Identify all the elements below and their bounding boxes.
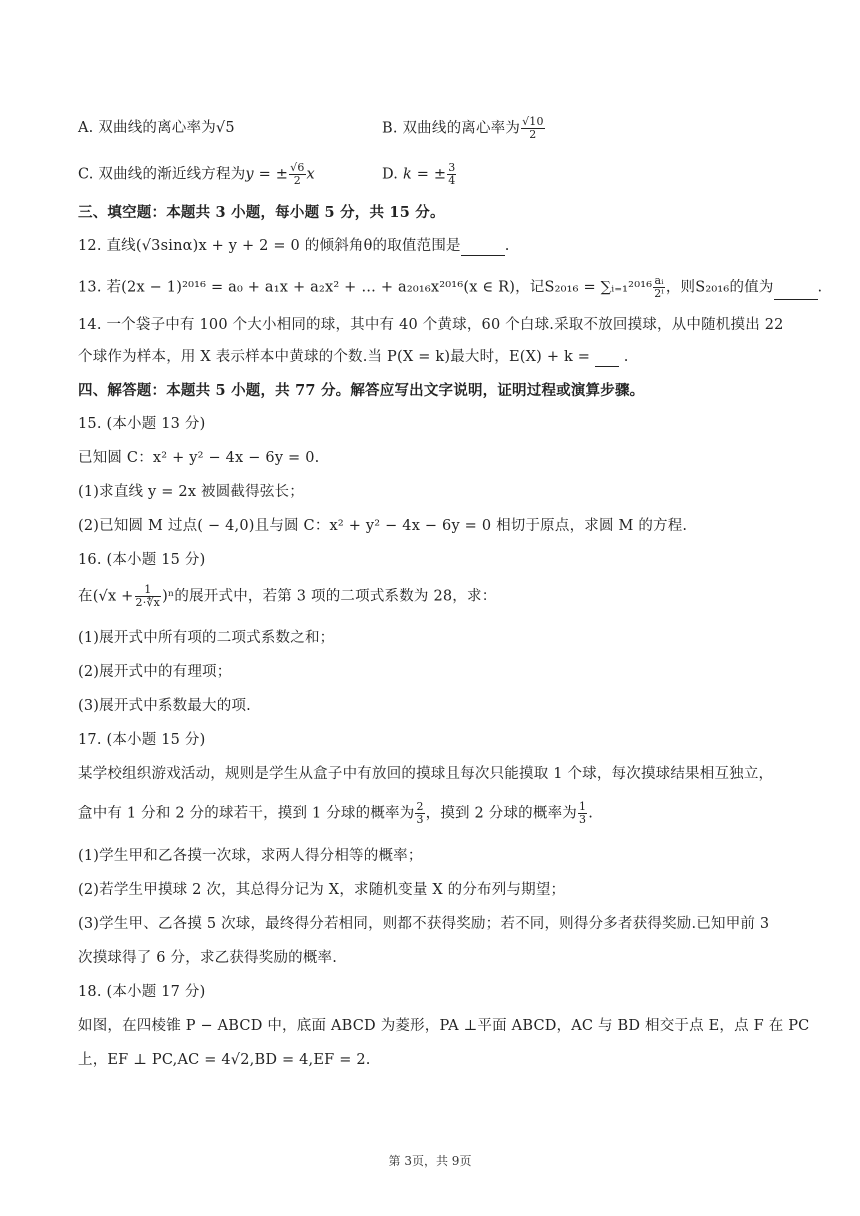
option-c-fraction xyxy=(289,162,305,187)
option-d xyxy=(382,162,457,187)
option-c-math: y = ± xyxy=(245,166,289,183)
answer-blank xyxy=(595,352,619,367)
question-17-den-2: 3 xyxy=(578,813,587,826)
option-d-den: 4 xyxy=(448,174,456,187)
question-16-num: 1 xyxy=(135,584,162,597)
question-17-line-3: (1)学生甲和乙各摸一次球，求两人得分相等的概率； xyxy=(78,848,423,864)
question-18-line-2: 上，EF ⊥ PC,AC = 4√2,BD = 4,EF = 2. xyxy=(78,1052,371,1068)
question-17-line-5: (3)学生甲、乙各摸 5 次球，最终得分若相同，则都不获得奖励；若不同，则得分多者获得奖励.已知甲前 3 xyxy=(78,916,770,932)
question-18-heading: 18. (本小题 17 分) xyxy=(78,984,206,1000)
question-15-line-2: (1)求直线 y = 2x 被圆截得弦长； xyxy=(78,484,304,500)
question-14-text: 个球作为样本，用 X 表示样本中黄球的个数.当 P(X = k)最大时，E(X) + k = xyxy=(78,349,591,365)
question-17-text: 盒中有 1 分和 2 分的球若干，摸到 1 分球的概率为 xyxy=(78,805,415,822)
question-16-text: 在(√x + xyxy=(78,588,134,605)
question-14-line-1: 14. 一个袋子中有 100 个大小相同的球，其中有 40 个黄球，60 个白球.采取不放回摸球，从中随机摸出 22 xyxy=(78,317,784,333)
option-b-text: B. 双曲线的离心率为 xyxy=(382,120,521,137)
question-15-line-1: 已知圆 C：x² + y² − 4x − 6y = 0. xyxy=(78,450,320,466)
option-d-text: D. xyxy=(382,166,403,183)
question-15-line-3: (2)已知圆 M 过点( − 4,0)且与圆 C：x² + y² − 4x − 6y = 0 相切于原点，求圆 M 的方程. xyxy=(78,518,688,534)
question-16-den: 2·∜x xyxy=(135,596,161,609)
question-16-fraction xyxy=(135,584,162,609)
question-17-den-1: 3 xyxy=(416,813,424,826)
option-b xyxy=(382,116,546,141)
question-12-text: 12. 直线(√3sinα)x + y + 2 = 0 的倾斜角θ的取值范围是 xyxy=(78,238,461,254)
question-18-line-1: 如图，在四棱锥 P − ABCD 中，底面 ABCD 为菱形，PA ⊥平面 ABCD，AC 与 BD 相交于点 E，点 F 在 PC xyxy=(78,1018,810,1034)
option-c-den: 2 xyxy=(293,174,301,187)
question-17-num-2: 1 xyxy=(578,800,587,813)
question-14-line-2 xyxy=(78,347,629,367)
option-a xyxy=(78,118,235,138)
option-b-fraction xyxy=(521,116,545,141)
answer-blank xyxy=(461,241,505,256)
question-13-num: aᵢ xyxy=(654,274,664,287)
question-17-line-4: (2)若学生甲摸球 2 次，其总得分记为 X，求随机变量 X 的分布列与期望； xyxy=(78,882,566,898)
question-16-line-4: (3)展开式中系数最大的项. xyxy=(78,698,251,714)
question-17-line-6: 次摸球得了 6 分，求乙获得奖励的概率. xyxy=(78,950,338,966)
option-d-math: k = ± xyxy=(402,166,447,183)
question-16-line-3: (2)展开式中的有理项； xyxy=(78,664,232,680)
option-a-text: A. 双曲线的离心率为 xyxy=(78,120,216,136)
question-16-heading: 16. (本小题 15 分) xyxy=(78,552,206,568)
question-12-end: . xyxy=(504,238,510,254)
question-13-mid: ，则S₂₀₁₆的值为 xyxy=(665,279,774,296)
option-d-num: 3 xyxy=(448,161,456,174)
question-17-num-1: 2 xyxy=(416,800,424,813)
question-12 xyxy=(78,236,510,256)
question-17-line-1: 某学校组织游戏活动，规则是学生从盒子中有放回的摸球且每次只能摸取 1 个球，每次摸球结果相互独立， xyxy=(78,766,774,782)
question-14-end: . xyxy=(618,349,629,365)
question-16-text-end: )ⁿ的展开式中，若第 3 项的二项式系数为 28，求： xyxy=(162,588,497,605)
option-b-den: 2 xyxy=(529,128,537,141)
option-a-math: √5 xyxy=(215,120,235,136)
question-13-end: . xyxy=(817,279,823,296)
option-c-tail: x xyxy=(306,166,315,183)
answer-blank xyxy=(774,285,818,300)
question-17-text-end: . xyxy=(588,805,593,822)
question-13 xyxy=(78,275,822,300)
question-13-fraction xyxy=(653,275,665,300)
section-4-heading: 四、解答题：本题共 5 小题，共 77 分。解答应写出文字说明，证明过程或演算步骤。 xyxy=(78,382,645,399)
question-17-text-mid: ，摸到 2 分球的概率为 xyxy=(425,805,577,822)
question-15-heading: 15. (本小题 13 分) xyxy=(78,416,206,432)
option-d-fraction xyxy=(447,162,456,187)
question-13-den: 2ⁱ xyxy=(654,287,664,300)
question-17-fraction-2 xyxy=(578,801,587,826)
question-17-line-2 xyxy=(78,801,593,826)
section-3-heading: 三、填空题：本题共 3 小题，每小题 5 分，共 15 分。 xyxy=(78,204,445,221)
page-footer: 第 3页，共 9页 xyxy=(388,1154,472,1168)
question-16-line-1 xyxy=(78,584,496,609)
question-17-heading: 17. (本小题 15 分) xyxy=(78,732,206,748)
question-17-fraction-1 xyxy=(415,801,424,826)
option-c xyxy=(78,162,315,187)
option-c-num: √6 xyxy=(290,161,305,174)
question-13-text: 13. 若(2x − 1)²⁰¹⁶ = a₀ + a₁x + a₂x² + … + a₂₀₁₆x²⁰¹⁶(x ∈ R)，记S₂₀₁₆ = ∑ᵢ₌₁²⁰¹⁶ xyxy=(78,279,653,296)
option-b-num: √10 xyxy=(522,115,544,128)
option-c-text: C. 双曲线的渐近线方程为 xyxy=(78,166,246,183)
question-16-line-2: (1)展开式中所有项的二项式系数之和； xyxy=(78,630,335,646)
